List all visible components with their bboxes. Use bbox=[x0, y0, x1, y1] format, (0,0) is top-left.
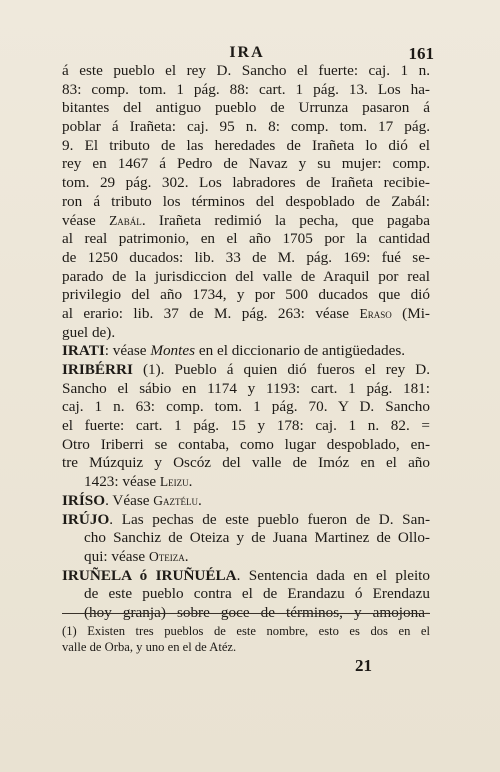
text-line: qui: véase Oteiza. bbox=[84, 547, 189, 565]
text-line: de 1250 ducados: lib. 33 de M. pág. 169: fué se- bbox=[62, 248, 430, 266]
running-head: IRA bbox=[229, 44, 265, 61]
headword: IRÍSO bbox=[62, 491, 106, 509]
entry-irati: IRATI: véase Montes en el diccionario de antigüedades. bbox=[62, 342, 406, 360]
cross-reference: Gaztélu bbox=[153, 492, 199, 508]
headword: IRUÑELA ó IRUÑUÉLA bbox=[62, 566, 237, 584]
text-line: parado de la jurisdiccion del valle de Araquil por real bbox=[62, 267, 430, 285]
entry-irunela: IRUÑELA ó IRUÑUÉLA. Sentencia dada en el pleito bbox=[62, 566, 430, 584]
text-line: tre Múzquiz y Oscóz del valle de Imóz en el año bbox=[62, 454, 430, 472]
text-line: cho Sanchiz de Oteiza y de Juana Martinez de Ollo- bbox=[84, 529, 430, 547]
footnote-line: (1) Existen tres pueblos de este nombre, esto es dos en el bbox=[62, 624, 430, 638]
footnote bbox=[62, 623, 430, 655]
cross-reference: Eraso bbox=[359, 305, 392, 321]
text-line: 83: comp. tom. 1 pág. 88: cart. 1 pág. 13. Los ha- bbox=[62, 80, 430, 98]
footnote-divider bbox=[62, 613, 430, 614]
entry-iriso: IRÍSO. Véase Gaztélu. bbox=[62, 491, 202, 509]
text-line: ron á tributo los términos del despoblado de Zabál: bbox=[62, 192, 430, 210]
text-line: á este pueblo el rey D. Sancho el fuerte: caj. 1 n. bbox=[62, 62, 430, 79]
text-line: rey en 1467 á Pedro de Navaz y su mujer: comp. bbox=[62, 155, 430, 173]
cross-reference: Leizu bbox=[159, 474, 189, 490]
text-line: privilegio del año 1734, y por 500 ducados que dió bbox=[62, 286, 430, 304]
text-line: guel de). bbox=[62, 323, 116, 341]
page-number: 161 bbox=[408, 44, 434, 63]
headword: IRATI bbox=[62, 342, 105, 360]
dictionary-entries bbox=[62, 62, 430, 623]
text-line: (hoy granja) sobre goce de términos, y amojona- bbox=[84, 603, 430, 621]
entry-iriberri: IRIBÉRRI (1). Pueblo á quien dió fueros el rey D. bbox=[62, 361, 430, 378]
text-line: 1423: véase Leizu. bbox=[84, 473, 193, 491]
text-line: al real patrimonio, en el año 1705 por la cantidad bbox=[62, 230, 430, 248]
text-line: bitantes del antiguo pueblo de Urrunza pasaron á bbox=[62, 99, 430, 117]
text-line: tom. 29 pág. 302. Los labradores de Irañeta recibie- bbox=[62, 174, 430, 192]
italic-reference: Montes bbox=[150, 342, 196, 360]
text-line: Otro Iriberri se contaba, como lugar despoblado, en- bbox=[62, 435, 430, 453]
text-line: de este pueblo contra el de Erandazu ó Erendazu bbox=[84, 585, 430, 603]
text-line: al erario: lib. 37 de M. pág. 263: véase Eraso (Mi- bbox=[62, 304, 430, 322]
cross-reference: Zabál bbox=[109, 212, 142, 228]
text-line: Sancho el sábio en 1174 y 1193: cart. 1 pág. 181: bbox=[62, 379, 430, 397]
text-line: poblar á Irañeta: caj. 95 n. 8: comp. tom. 17 pág. bbox=[62, 118, 430, 136]
entry-irujo: IRÚJO. Las pechas de este pueblo fueron de D. San- bbox=[62, 510, 430, 528]
headword: IRIBÉRRI bbox=[62, 361, 133, 378]
text-line: caj. 1 n. 63: comp. tom. 1 pág. 70. Y D. Sancho bbox=[62, 398, 430, 416]
cross-reference: Oteiza bbox=[148, 548, 185, 564]
text-line: el fuerte: cart. 1 pág. 15 y 178: caj. 1 n. 82. = bbox=[62, 417, 430, 435]
text-line: 9. El tributo de las heredades de Irañeta lo dió el bbox=[62, 136, 430, 154]
headword: IRÚJO bbox=[62, 510, 110, 528]
footnote-line: valle de Orba, y uno en el de Atéz. bbox=[62, 640, 237, 654]
text-line: véase Zabál. Irañeta redimió la pecha, que pagaba bbox=[62, 211, 431, 229]
signature-mark: 21 bbox=[355, 656, 372, 675]
